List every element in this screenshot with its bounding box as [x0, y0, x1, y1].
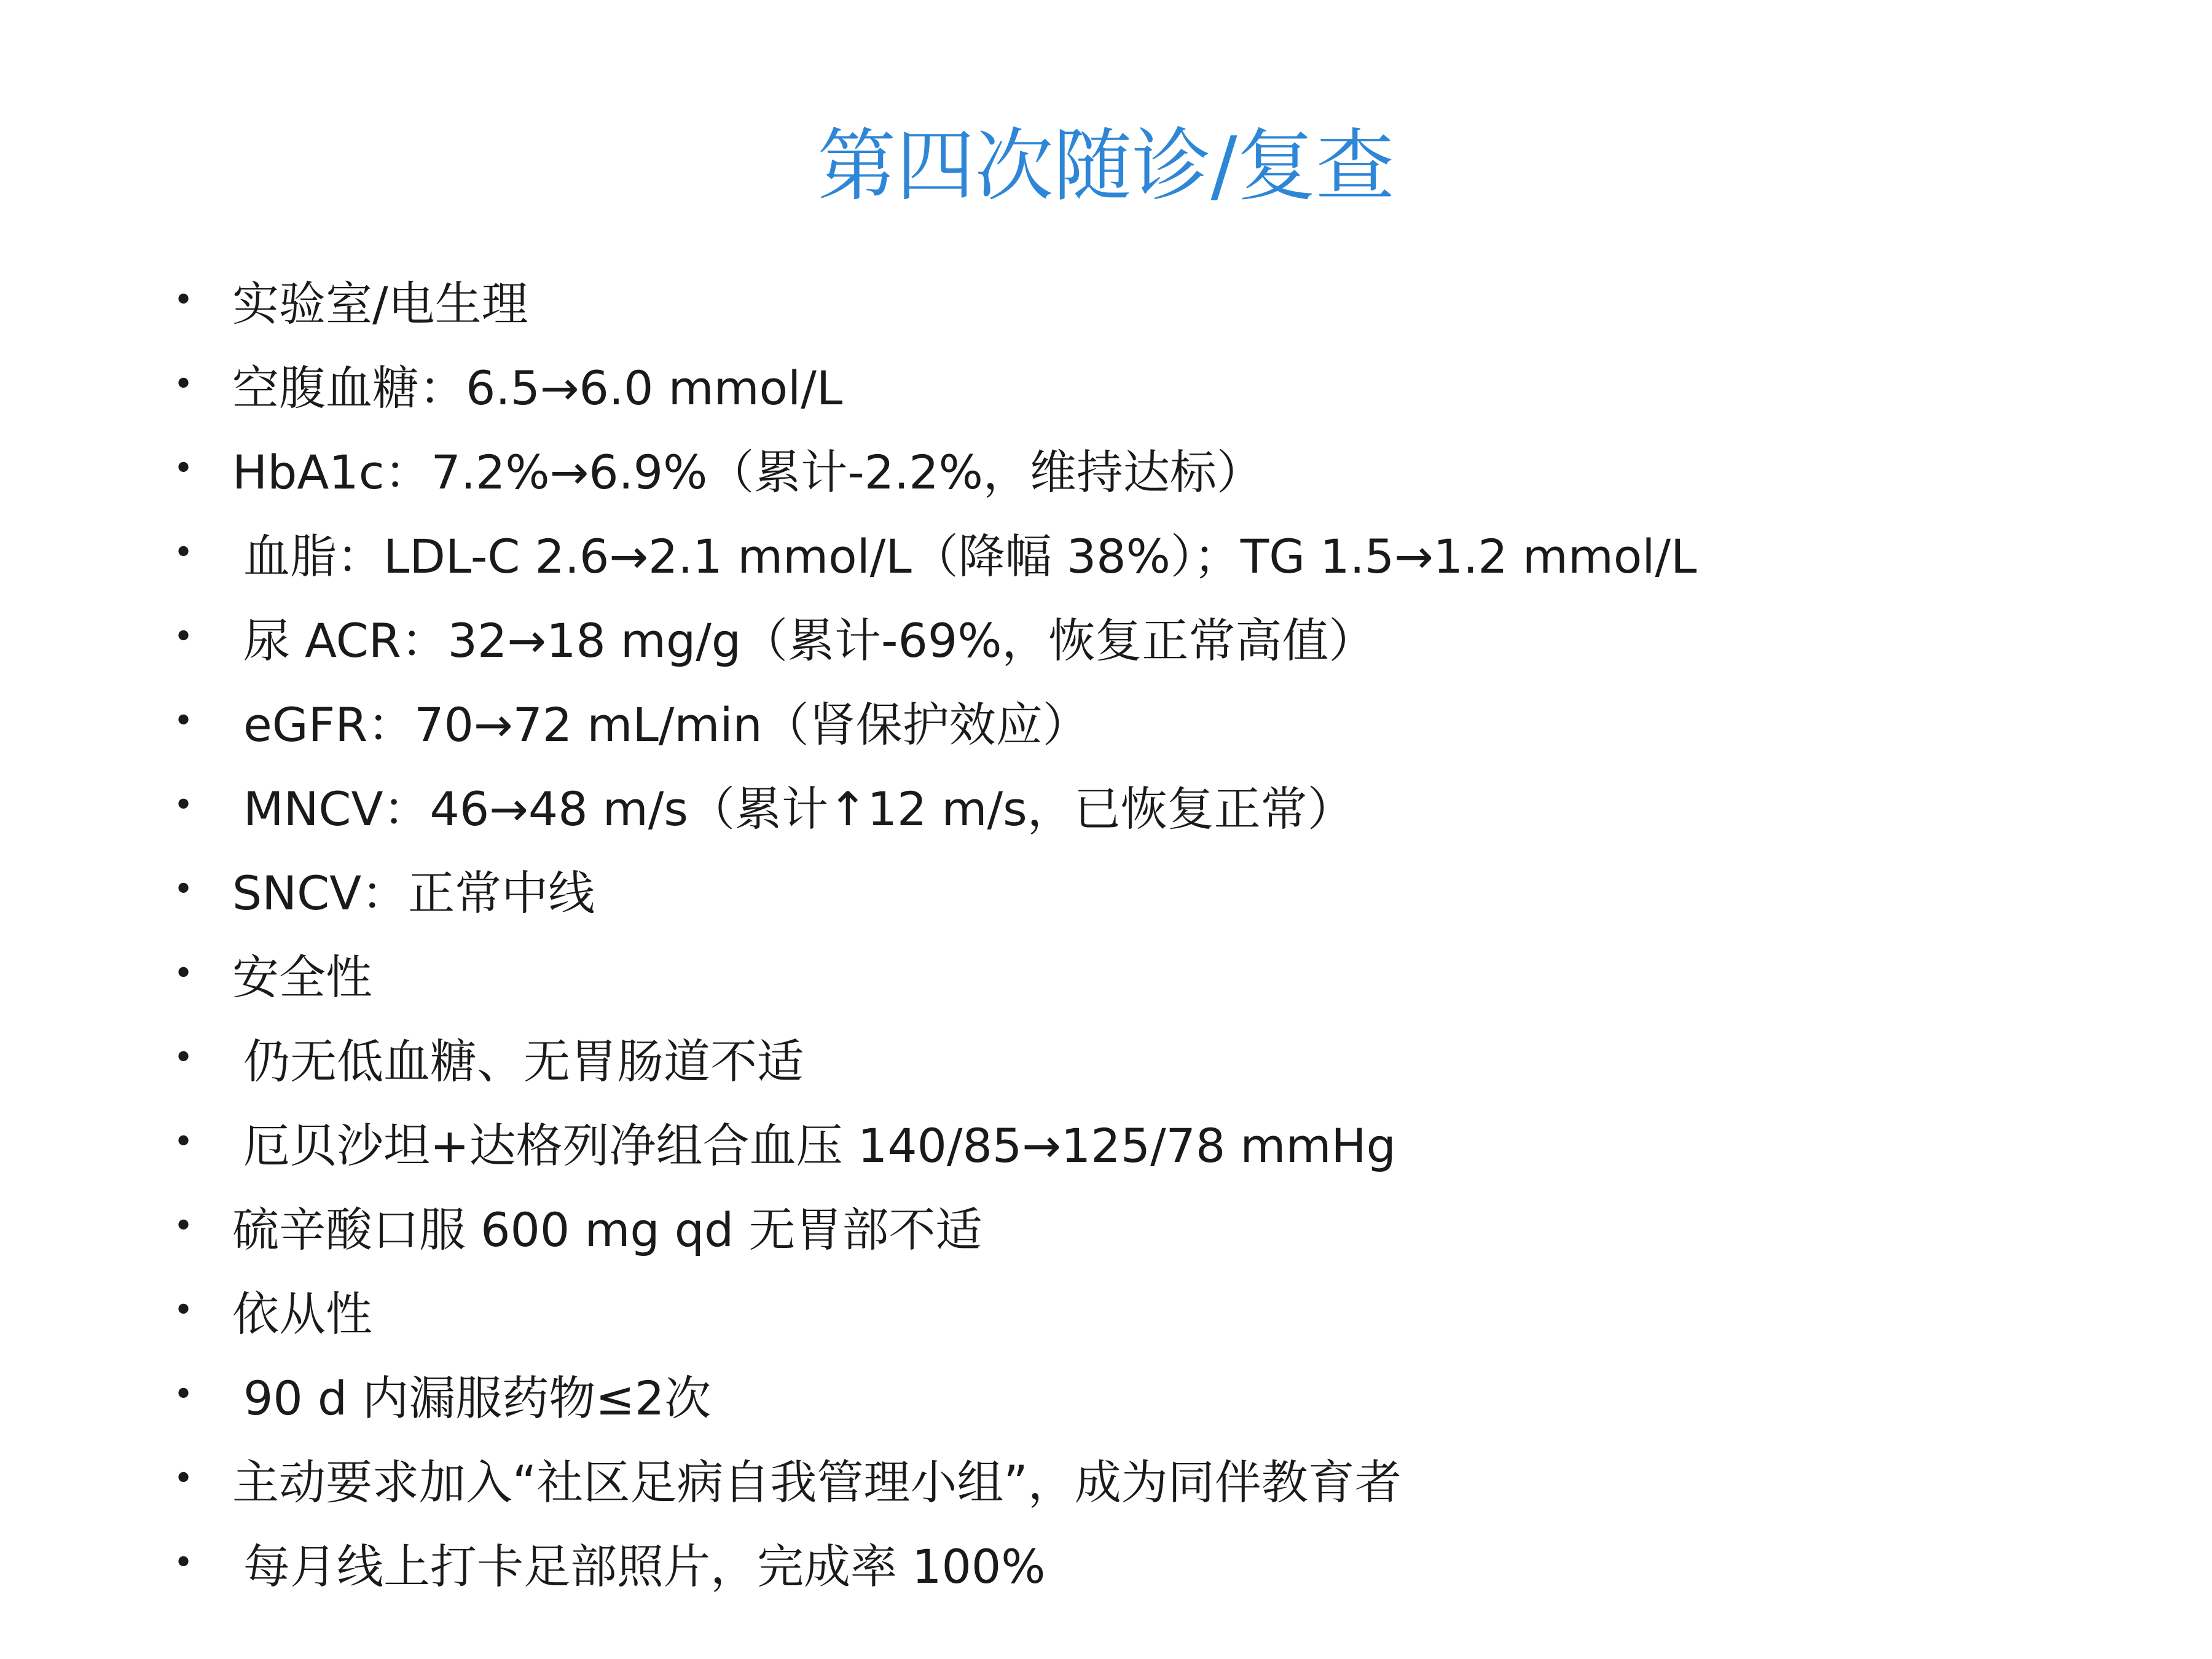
bullet-icon: • — [173, 869, 194, 909]
list-item — [173, 763, 2139, 847]
list-item-text: 安全性 — [232, 950, 372, 1005]
list-item — [173, 931, 2139, 1016]
list-item — [173, 1100, 2139, 1184]
list-item-text: HbA1c：7.2%→6.9%（累计-2.2%，维持达标） — [232, 445, 1263, 500]
list-item-text: MNCV：46→48 m/s（累计↑12 m/s，已恢复正常） — [243, 782, 1354, 836]
list-item-text: 每月线上打卡足部照片，完成率 100% — [243, 1539, 1046, 1594]
list-item-text: 尿 ACR：32→18 mg/g（累计-69%，恢复正常高值） — [243, 613, 1376, 668]
list-item — [173, 679, 2139, 763]
list-item — [173, 847, 2139, 931]
bullet-icon: • — [173, 953, 194, 994]
bullet-icon: • — [173, 1037, 194, 1078]
list-item — [173, 1184, 2139, 1268]
list-item — [173, 1016, 2139, 1100]
list-item — [173, 511, 2139, 595]
list-item — [173, 342, 2139, 426]
list-item-text: 空腹血糖：6.5→6.0 mmol/L — [232, 361, 843, 415]
list-item-text: SNCV：正常中线 — [232, 866, 595, 920]
list-item — [173, 426, 2139, 511]
bullet-icon: • — [173, 1542, 194, 1583]
list-item-text: 血脂：LDL-C 2.6→2.1 mmol/L（降幅 38%）；TG 1.5→1.2 mmol/L — [243, 529, 1697, 584]
bullet-icon: • — [173, 280, 194, 320]
bullet-icon: • — [173, 1374, 194, 1414]
bullet-icon: • — [173, 448, 194, 488]
list-item — [173, 595, 2139, 679]
list-item — [173, 1521, 2139, 1605]
bullet-icon: • — [173, 1458, 194, 1499]
list-item — [173, 258, 2139, 342]
list-item-text: 厄贝沙坦+达格列净组合血压 140/85→125/78 mmHg — [243, 1118, 1396, 1173]
bullet-list — [173, 258, 2139, 1605]
list-item-text: 实验室/电生理 — [232, 276, 528, 331]
bullet-icon: • — [173, 616, 194, 657]
list-item-text: 硫辛酸口服 600 mg qd 无胃部不适 — [232, 1202, 982, 1257]
bullet-icon: • — [173, 364, 194, 404]
bullet-icon: • — [173, 785, 194, 825]
list-item — [173, 1268, 2139, 1352]
list-item — [173, 1352, 2139, 1437]
list-item-text: 依从性 — [232, 1287, 372, 1341]
list-item-text: 90 d 内漏服药物≤2次 — [243, 1371, 712, 1426]
bullet-icon: • — [173, 700, 194, 741]
bullet-icon: • — [173, 1206, 194, 1246]
slide-title: 第四次随诊/复查 — [817, 120, 1395, 212]
list-item-text: 仍无低血糖、无胃肠道不适 — [243, 1034, 804, 1089]
bullet-icon: • — [173, 1121, 194, 1162]
bullet-icon: • — [173, 532, 194, 573]
list-item-text: 主动要求加入“社区足病自我管理小组”，成为同伴教育者 — [232, 1455, 1402, 1510]
list-item — [173, 1437, 2139, 1521]
bullet-icon: • — [173, 1290, 194, 1330]
list-item-text: eGFR：70→72 mL/min（肾保护效应） — [243, 697, 1089, 752]
